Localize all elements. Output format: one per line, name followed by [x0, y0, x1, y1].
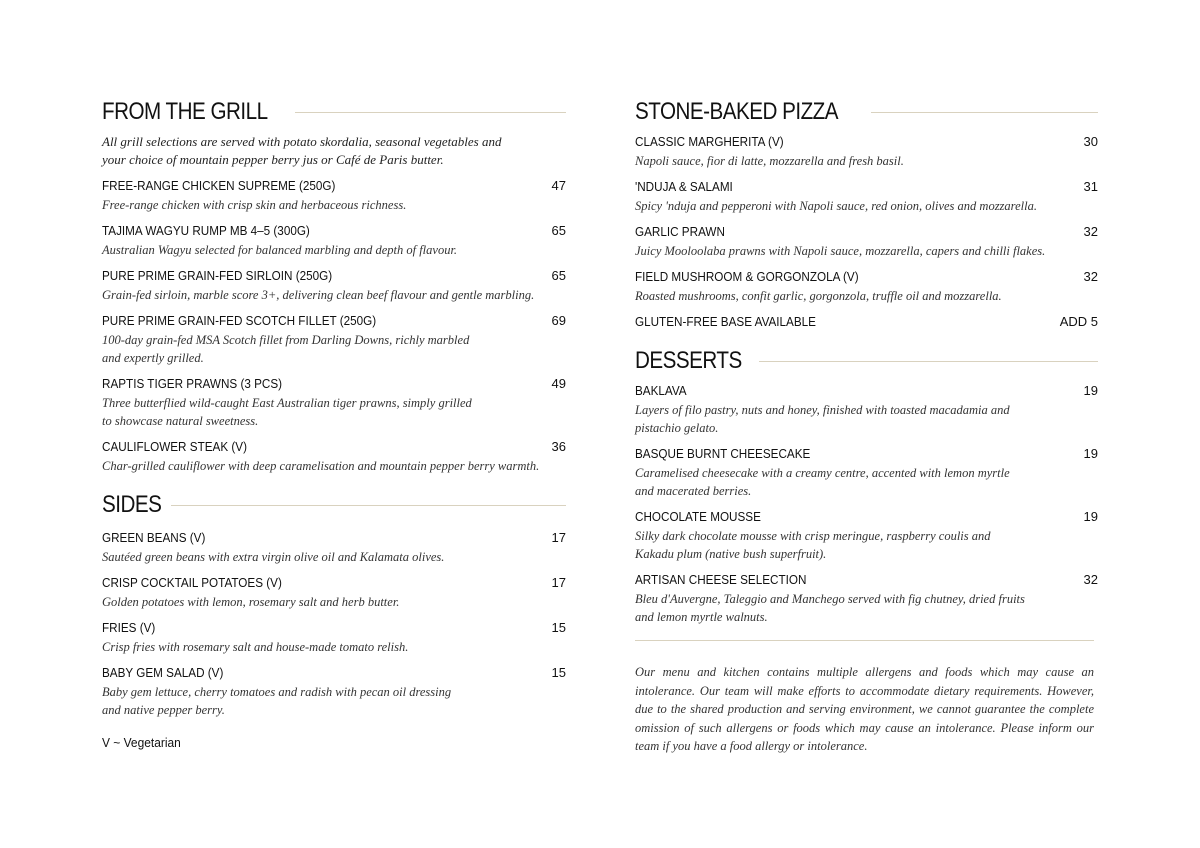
- item-name: FIELD MUSHROOM & GORGONZOLA (V): [635, 269, 859, 284]
- item-name: CRISP COCKTAIL POTATOES (V): [102, 575, 282, 590]
- item-description: Three butterflied wild-caught East Australian tiger prawns, simply grilled to showcase natural sweetness.: [102, 396, 472, 428]
- footer-divider: [635, 640, 1094, 641]
- section-rule: [871, 112, 1098, 113]
- item-price: 32: [1083, 572, 1098, 587]
- item-name: GARLIC PRAWN: [635, 224, 725, 239]
- item-description: Caramelised cheesecake with a creamy centre, accented with lemon myrtle and macerated berries.: [635, 466, 1010, 498]
- pizza-section-title: STONE-BAKED PIZZA: [635, 98, 839, 125]
- pizza-items: [635, 133, 1098, 331]
- section-rule: [759, 361, 1098, 362]
- item-price: 19: [1083, 446, 1098, 461]
- menu-item: [102, 619, 566, 656]
- menu-item: [635, 313, 1098, 331]
- item-name: RAPTIS TIGER PRAWNS (3 PCS): [102, 376, 283, 391]
- item-name: FRIES (V): [102, 620, 156, 635]
- menu-item: [102, 438, 566, 475]
- desserts-items: [635, 382, 1098, 626]
- item-price: 65: [551, 223, 566, 238]
- item-name: FREE-RANGE CHICKEN SUPREME (250G): [102, 178, 336, 193]
- section-rule: [295, 112, 566, 113]
- item-price: 32: [1083, 224, 1098, 239]
- item-description: 100-day grain-fed MSA Scotch fillet from Darling Downs, richly marbled and expertly grilled.: [102, 333, 470, 365]
- item-name: CHOCOLATE MOUSSE: [635, 509, 761, 524]
- sides-section-title: SIDES: [102, 491, 162, 518]
- menu-item: [635, 382, 1098, 437]
- grill-intro: All grill selections are served with potato skordalia, seasonal vegetables and your choice of mountain pepper berry jus or Café de Paris butter.: [102, 134, 502, 167]
- item-price: ADD 5: [1059, 314, 1098, 329]
- desserts-section-title: DESSERTS: [635, 347, 742, 374]
- menu-item: [635, 445, 1098, 500]
- item-price: 49: [551, 376, 566, 391]
- item-price: 32: [1083, 269, 1098, 284]
- item-description: Crisp fries with rosemary salt and house-made tomato relish.: [102, 640, 409, 654]
- item-description: Australian Wagyu selected for balanced marbling and depth of flavour.: [102, 243, 458, 257]
- item-description: Napoli sauce, fior di latte, mozzarella and fresh basil.: [635, 154, 904, 168]
- item-name: ARTISAN CHEESE SELECTION: [635, 572, 807, 587]
- menu-item: [635, 268, 1098, 305]
- menu-item: [102, 222, 566, 259]
- menu-item: [102, 529, 566, 566]
- menu-item: [102, 574, 566, 611]
- item-price: 65: [551, 268, 566, 283]
- vegetarian-legend: V ~ Vegetarian: [102, 735, 181, 750]
- item-price: 19: [1083, 383, 1098, 398]
- item-description: Layers of filo pastry, nuts and honey, finished with toasted macadamia and pistachio gelato.: [635, 403, 1010, 435]
- item-description: Char-grilled cauliflower with deep caramelisation and mountain pepper berry warmth.: [102, 459, 540, 473]
- menu-item: [635, 571, 1098, 626]
- item-name: 'NDUJA & SALAMI: [635, 179, 733, 194]
- item-price: 15: [551, 620, 566, 635]
- section-rule: [171, 505, 566, 506]
- desserts-section-header: [635, 347, 1098, 375]
- pizza-section-header: [635, 98, 1098, 126]
- item-price: 36: [551, 439, 566, 454]
- item-description: Sautéed green beans with extra virgin olive oil and Kalamata olives.: [102, 550, 445, 564]
- item-description: Golden potatoes with lemon, rosemary salt and herb butter.: [102, 595, 400, 609]
- item-name: TAJIMA WAGYU RUMP MB 4–5 (300G): [102, 223, 310, 238]
- menu-item: [635, 133, 1098, 170]
- item-price: 17: [551, 575, 566, 590]
- right-column: [635, 98, 1098, 756]
- item-description: Free-range chicken with crisp skin and herbaceous richness.: [102, 198, 407, 212]
- menu-item: [102, 312, 566, 367]
- item-description: Juicy Mooloolaba prawns with Napoli sauce, mozzarella, capers and chilli flakes.: [635, 244, 1046, 258]
- menu-item: [635, 178, 1098, 215]
- menu-item: [102, 177, 566, 214]
- grill-section-title: FROM THE GRILL: [102, 98, 268, 125]
- item-price: 47: [551, 178, 566, 193]
- menu-item: [635, 508, 1098, 563]
- item-price: 17: [551, 530, 566, 545]
- item-name: BAKLAVA: [635, 383, 687, 398]
- item-price: 19: [1083, 509, 1098, 524]
- item-description: Baby gem lettuce, cherry tomatoes and radish with pecan oil dressing and native pepper berry.: [102, 685, 452, 717]
- grill-items: [102, 177, 566, 475]
- item-name: PURE PRIME GRAIN-FED SIRLOIN (250G): [102, 268, 333, 283]
- item-name: BABY GEM SALAD (V): [102, 665, 224, 680]
- item-name: CAULIFLOWER STEAK (V): [102, 439, 247, 454]
- sides-items: [102, 529, 566, 719]
- item-description: Spicy 'nduja and pepperoni with Napoli sauce, red onion, olives and mozzarella.: [635, 199, 1037, 213]
- item-description: Grain-fed sirloin, marble score 3+, delivering clean beef flavour and gentle marbling.: [102, 288, 535, 302]
- menu-item: [102, 375, 566, 430]
- item-price: 30: [1083, 134, 1098, 149]
- item-price: 69: [551, 313, 566, 328]
- item-price: 31: [1083, 179, 1098, 194]
- item-name: PURE PRIME GRAIN-FED SCOTCH FILLET (250G): [102, 313, 377, 328]
- left-column: [102, 98, 566, 750]
- item-price: 15: [551, 665, 566, 680]
- menu-item: [102, 267, 566, 304]
- menu-item: [635, 223, 1098, 260]
- item-name: CLASSIC MARGHERITA (V): [635, 134, 784, 149]
- item-description: Silky dark chocolate mousse with crisp meringue, raspberry coulis and Kakadu plum (native bush superfruit).: [635, 529, 991, 561]
- allergen-note: Our menu and kitchen contains multiple allergens and foods which may cause an intolerance. Our team will make efforts to accommodate dietary requirements. However, due to the shared production and serving environment, we cannot guarantee the complete omission of such allergens or foods which may cause an intolerance. Please inform our team if you have a food allergy or intolerance.: [635, 665, 1094, 753]
- item-description: Roasted mushrooms, confit garlic, gorgonzola, truffle oil and mozzarella.: [635, 289, 1002, 303]
- sides-section-header: [102, 491, 566, 519]
- item-name: GLUTEN-FREE BASE AVAILABLE: [635, 314, 816, 329]
- item-description: Bleu d'Auvergne, Taleggio and Manchego served with fig chutney, dried fruits and lemon myrtle walnuts.: [635, 592, 1025, 624]
- item-name: GREEN BEANS (V): [102, 530, 206, 545]
- item-name: BASQUE BURNT CHEESECAKE: [635, 446, 811, 461]
- menu-item: [102, 664, 566, 719]
- grill-section-header: [102, 98, 566, 126]
